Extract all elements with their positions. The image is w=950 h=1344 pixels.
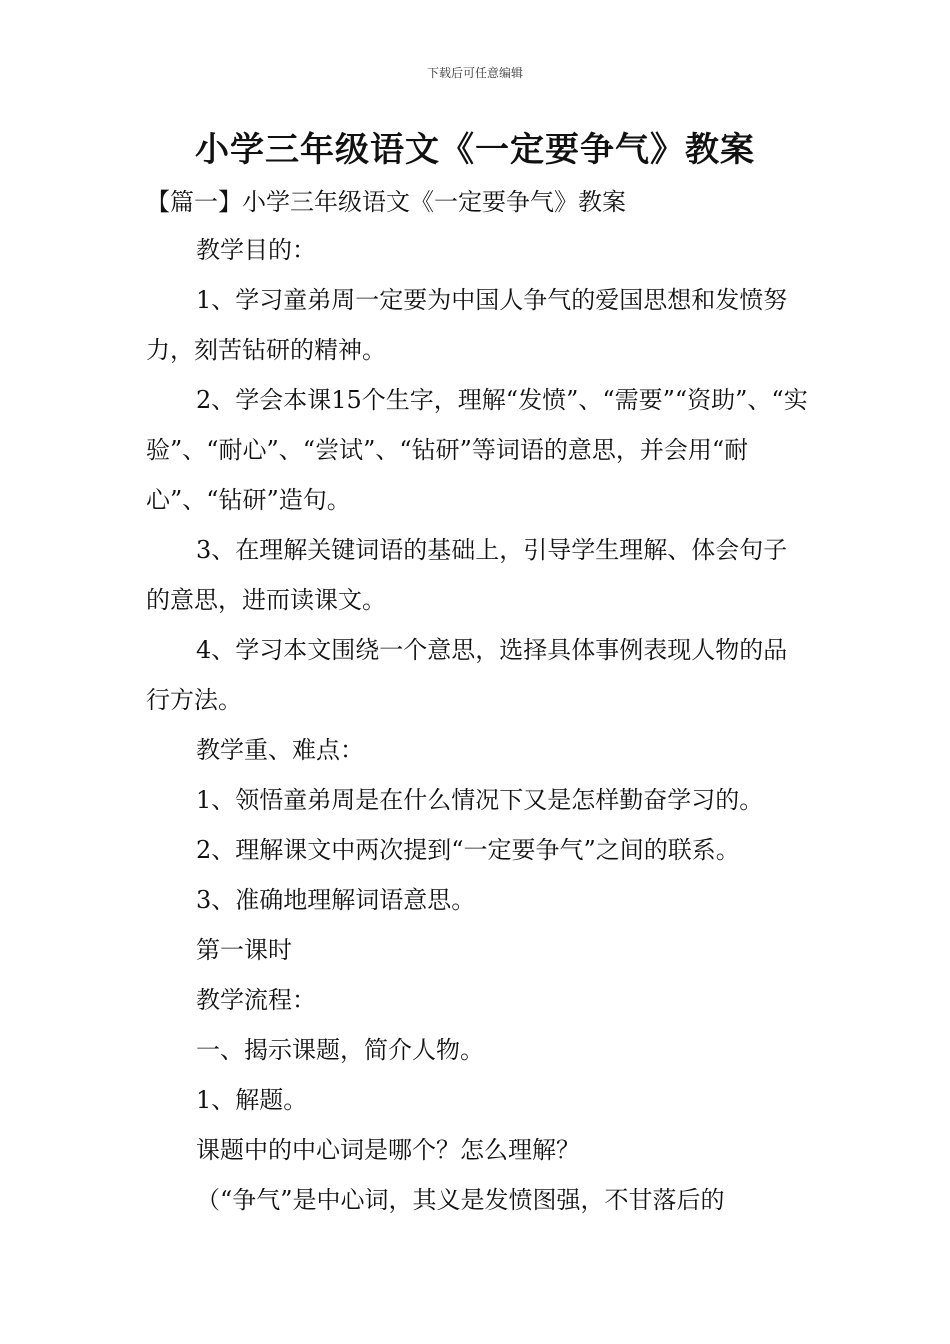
paragraph: 3、在理解关键词语的基础上，引导学生理解、体会句子的意思，进而读课文。 [146,536,788,614]
paragraph: 一、揭示课题，简介人物。 [196,1036,484,1064]
paragraph: 2、理解课文中两次提到“一定要争气”之间的联系。 [196,836,740,864]
paragraph: 1、领悟童弟周是在什么情况下又是怎样勤奋学习的。 [196,786,764,814]
paragraph: 教学流程： [196,986,316,1014]
paragraph: 教学目的： [196,236,316,264]
paragraph: 教学重、难点： [196,736,364,764]
paragraph: 1、学习童弟周一定要为中国人争气的爱国思想和发愤努力，刻苦钻研的精神。 [146,286,788,364]
paragraph: （“争气”是中心词，其义是发愤图强，不甘落后的 [196,1186,725,1214]
paragraph: 第一课时 [196,936,292,964]
paragraph: 2、学会本课15个生字，理解“发愤”、“需要”“资助”、“实验”、“耐心”、“尝试”、“钻研”等词语的意思，并会用“耐心”、“钻研”造句。 [146,386,808,514]
page-header: 下载后可任意编辑 [426,66,523,80]
section-heading: 【篇一】小学三年级语文《一定要争气》教案 [146,188,626,216]
paragraph: 4、学习本文围绕一个意思，选择具体事例表现人物的品行方法。 [146,636,788,714]
document-title: 小学三年级语文《一定要争气》教案 [195,130,755,170]
paragraph: 3、准确地理解词语意思。 [196,886,476,914]
paragraph: 课题中的中心词是哪个？怎么理解？ [196,1136,580,1164]
paragraph: 1、解题。 [196,1086,308,1114]
